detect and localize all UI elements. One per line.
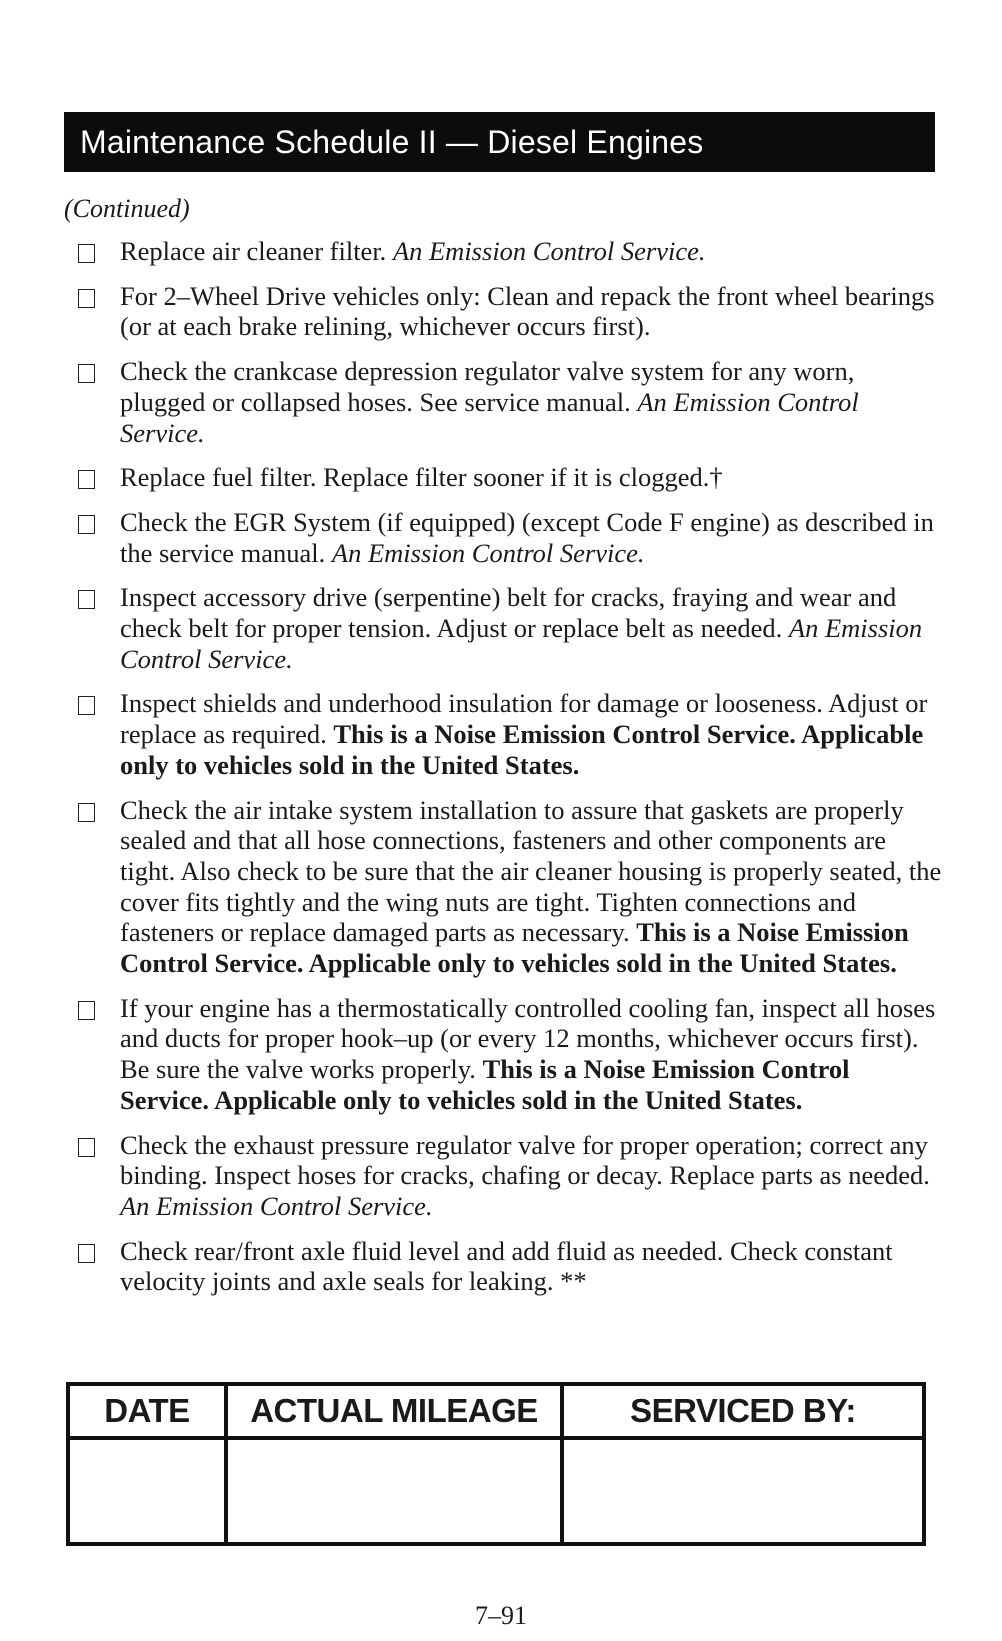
item-text: For 2–Wheel Drive vehicles only: Clean and repack the front wheel bearings (or at each brake relining, whichever occurs first).	[120, 280, 935, 342]
item-text: If your engine has a thermostatically controlled cooling fan, inspect all hoses and ducts for proper hook–up (or every 12 months, whichever occurs first). Be sure the valve works properly. This is a Noise Emission Control Service. Applicable only to vehicles sold in the United States.	[120, 992, 936, 1115]
item-text: Check the exhaust pressure regulator valve for proper operation; correct any binding. Inspect hoses for cracks, chafing or decay. Replace parts as needed. An Emission Control Service.	[120, 1129, 930, 1221]
item-text: Check the air intake system installation to assure that gaskets are properly sealed and that all hose connections, fasteners and other components are tight. Also check to be sure that the air cleaner housing is properly seated, the cover fits tightly and the wing nuts are tight. Tighten connections and fasteners or replace damaged parts as necessary. This is a Noise Emission Control Service. Applicable only to vehicles sold in the United States.	[120, 794, 942, 979]
checkbox[interactable]	[78, 470, 95, 489]
column-header-date: DATE	[68, 1384, 226, 1438]
checklist-item	[64, 462, 944, 493]
checkbox[interactable]	[78, 289, 95, 308]
checkbox[interactable]	[78, 696, 95, 715]
checklist-item	[64, 582, 944, 674]
item-text: Check rear/front axle fluid level and add fluid as needed. Check constant velocity joints and axle seals for leaking. **	[120, 1235, 893, 1297]
item-text: Check the crankcase depression regulator valve system for any worn, plugged or collapsed hoses. See service manual. An Emission Control Service.	[120, 356, 859, 448]
checkbox[interactable]	[78, 590, 95, 609]
column-header-serviced-by: SERVICED BY:	[562, 1384, 924, 1438]
item-text: Inspect shields and underhood insulation for damage or looseness. Adjust or replace as required. This is a Noise Emission Control Service. Applicable only to vehicles sold in the United States.	[120, 688, 928, 780]
service-log-header	[68, 1384, 924, 1438]
checklist-item	[64, 236, 944, 267]
date-cell[interactable]	[68, 1438, 226, 1544]
checkbox[interactable]	[78, 244, 95, 263]
service-log-row	[68, 1438, 924, 1544]
item-text: Replace air cleaner filter. An Emission Control Service.	[120, 236, 706, 266]
column-header-actual-mileage: ACTUAL MILEAGE	[226, 1384, 562, 1438]
item-text: Inspect accessory drive (serpentine) belt for cracks, fraying and wear and check belt for proper tension. Adjust or replace belt as needed. An Emission Control Service.	[120, 582, 923, 674]
checkbox[interactable]	[78, 1138, 95, 1157]
checkbox[interactable]	[78, 1001, 95, 1020]
checklist-item	[64, 993, 944, 1116]
checkbox[interactable]	[78, 364, 95, 383]
service-log-table	[66, 1382, 926, 1546]
checkbox[interactable]	[78, 515, 95, 534]
section-title: Maintenance Schedule II — Diesel Engines	[64, 112, 935, 172]
checklist-item	[64, 688, 944, 780]
checklist-item	[64, 795, 944, 979]
continued-label: (Continued)	[64, 194, 190, 223]
checkbox[interactable]	[78, 803, 95, 822]
checklist-item	[64, 1130, 944, 1222]
item-text: Replace fuel filter. Replace filter sooner if it is clogged.†	[120, 462, 723, 493]
serviced-by-cell[interactable]	[562, 1438, 924, 1544]
actual-mileage-cell[interactable]	[226, 1438, 562, 1544]
checkbox[interactable]	[78, 1244, 95, 1263]
checklist-item	[64, 281, 944, 342]
checklist-item	[64, 1236, 944, 1297]
page-number: 7–91	[475, 1601, 527, 1630]
maintenance-checklist	[64, 236, 944, 1311]
checklist-item	[64, 356, 944, 448]
checklist-item	[64, 507, 944, 568]
item-text: Check the EGR System (if equipped) (except Code F engine) as described in the service manual. An Emission Control Service.	[120, 506, 934, 568]
